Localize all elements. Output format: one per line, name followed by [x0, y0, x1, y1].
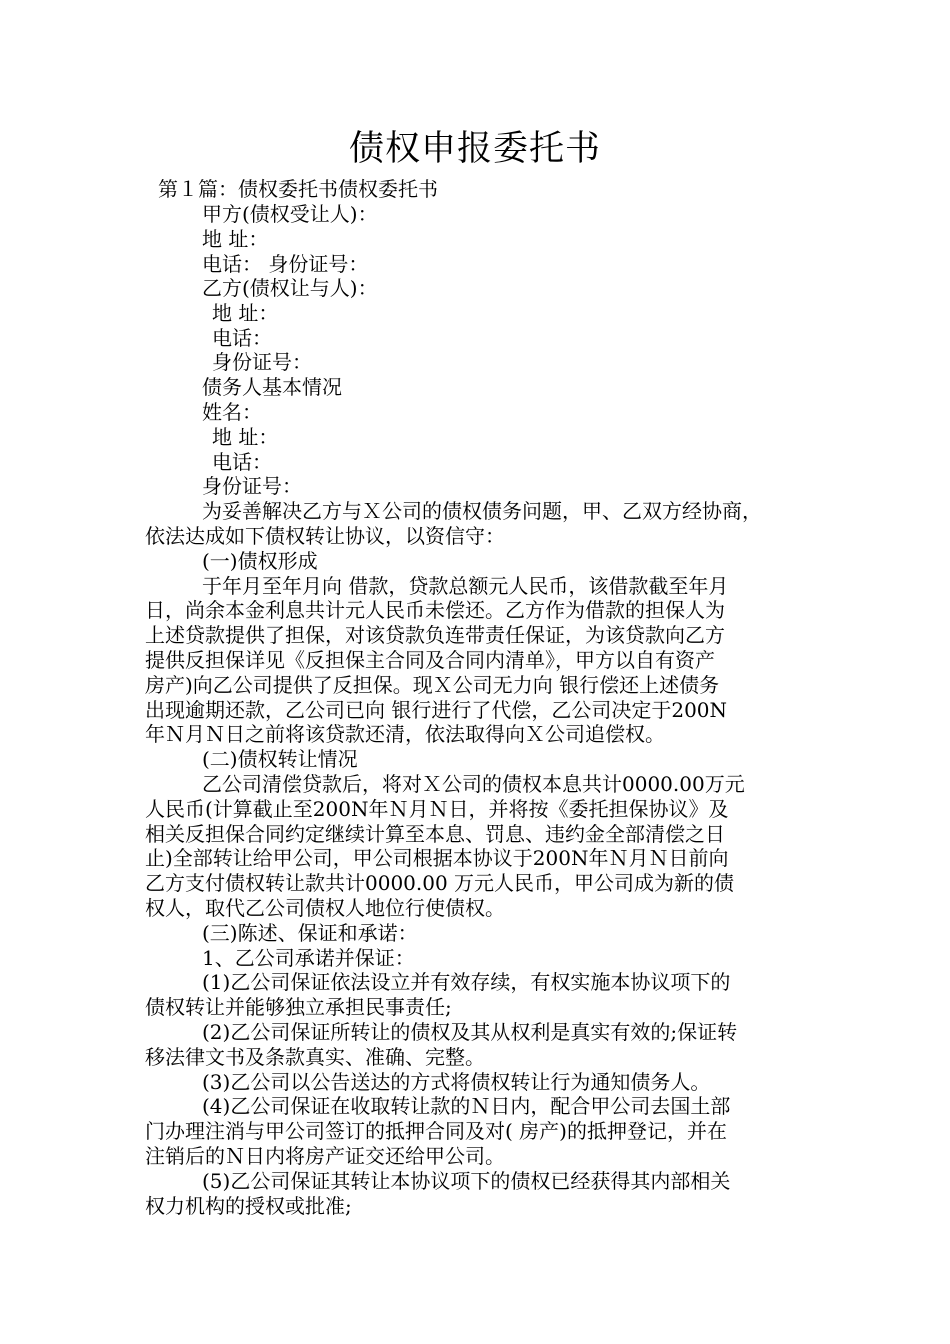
clause-heading: (三)陈述、保证和承诺： [202, 921, 418, 945]
paragraph-line: 于年月至年月向 借款，贷款总额元人民币，该借款截至年月 [202, 574, 729, 598]
paragraph-line: 人民币(计算截止至200N年Ｎ月Ｎ日，并将按《委托担保协议》及 [145, 797, 729, 821]
paragraph-line: 债权转让并能够独立承担民事责任; [145, 995, 452, 1019]
debtor-id: 身份证号： [202, 474, 302, 498]
document-title: 债权申报委托书 [348, 129, 601, 169]
paragraph-line: (5)乙公司保证其转让本协议项下的债权已经获得其内部相关 [202, 1169, 731, 1193]
paragraph-line: 门办理注消与甲公司签订的抵押合同及对( 房产)的抵押登记，并在 [145, 1119, 727, 1143]
debtor-address: 地 址： [212, 425, 279, 449]
paragraph-line: 为妥善解决乙方与Ｘ公司的债权债务问题，甲、乙双方经协商， [202, 499, 762, 523]
paragraph-line: 权力机构的授权或批准; [145, 1194, 352, 1218]
debtor-heading: 债务人基本情况 [202, 375, 342, 399]
paragraph-line: 止)全部转让给甲公司，甲公司根据本协议于200N年Ｎ月Ｎ日前向 [145, 846, 729, 870]
debtor-name: 姓名： [202, 400, 262, 424]
party-b-phone: 电话： [212, 326, 272, 350]
paragraph-line: (3)乙公司以公告送达的方式将债权转让行为通知债务人。 [202, 1070, 711, 1094]
party-a-phone-id: 电话： 身份证号： [202, 252, 369, 276]
paragraph-line: 注销后的Ｎ日内将房产证交还给甲公司。 [145, 1144, 505, 1168]
paragraph-line: 权人，取代乙公司债权人地位行使债权。 [145, 896, 505, 920]
sub-clause-heading: 1、乙公司承诺并保证： [202, 946, 415, 970]
party-b-address: 地 址： [212, 301, 279, 325]
party-a-address: 地 址： [202, 227, 269, 251]
paragraph-line: 提供反担保详见《反担保主合同及合同内清单》，甲方以自有资产 [145, 648, 715, 672]
paragraph-line: 移法律文书及条款真实、准确、完整。 [145, 1045, 485, 1069]
party-b-id: 身份证号： [212, 350, 312, 374]
debtor-phone: 电话： [212, 450, 272, 474]
paragraph-line: 年Ｎ月Ｎ日之前将该贷款还清，依法取得向Ｘ公司追偿权。 [145, 722, 665, 746]
party-b-label: 乙方(债权让与人)： [202, 276, 378, 300]
paragraph-line: 依法达成如下债权转让协议，以资信守： [145, 524, 505, 548]
paragraph-line: 相关反担保合同约定继续计算至本息、罚息、违约金全部清偿之日 [145, 822, 725, 846]
paragraph-line: 乙方支付债权转让款共计0000.00 万元人民币，甲公司成为新的债 [145, 871, 735, 895]
section-heading: 第１篇：债权委托书债权委托书 [158, 177, 438, 201]
clause-heading: (一)债权形成 [202, 549, 318, 573]
paragraph-line: 乙公司清偿贷款后，将对Ｘ公司的债权本息共计0000.00万元 [202, 772, 745, 796]
paragraph-line: (1)乙公司保证依法设立并有效存续，有权实施本协议项下的 [202, 970, 731, 994]
paragraph-line: 日，尚余本金利息共计元人民币未偿还。乙方作为借款的担保人为 [145, 598, 725, 622]
clause-heading: (二)债权转让情况 [202, 747, 358, 771]
party-a-label: 甲方(债权受让人)： [202, 202, 378, 226]
paragraph-line: (2)乙公司保证所转让的债权及其从权利是真实有效的;保证转 [202, 1020, 738, 1044]
paragraph-line: (4)乙公司保证在收取转让款的Ｎ日内，配合甲公司去国土部 [202, 1094, 731, 1118]
paragraph-line: 上述贷款提供了担保，对该贷款负连带责任保证，为该贷款向乙方 [145, 623, 725, 647]
paragraph-line: 出现逾期还款，乙公司已向 银行进行了代偿，乙公司决定于200N [145, 698, 728, 722]
paragraph-line: 房产)向乙公司提供了反担保。现Ｘ公司无力向 银行偿还上述债务 [145, 673, 720, 697]
